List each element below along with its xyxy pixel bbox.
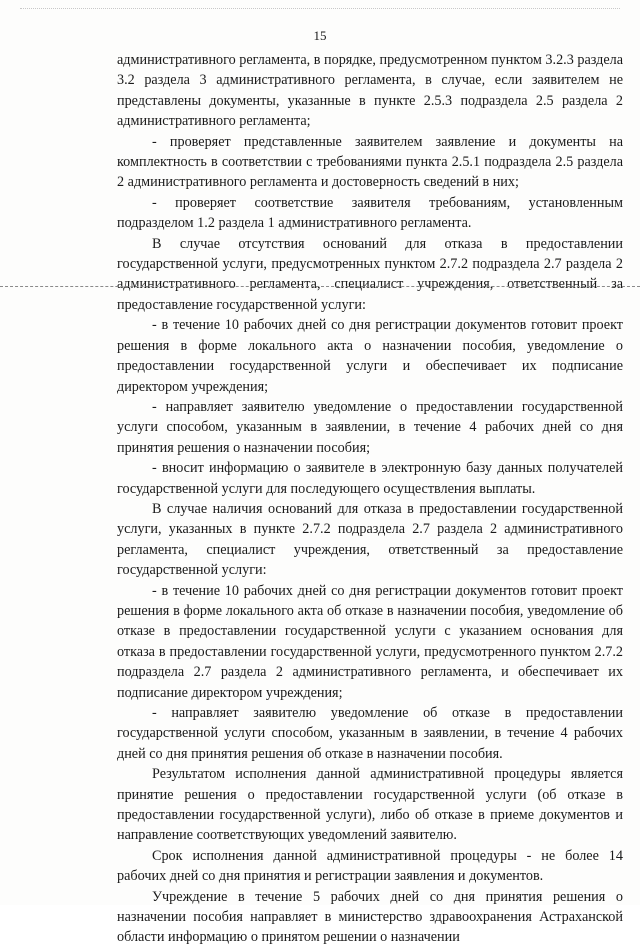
document-body <box>117 50 623 948</box>
scan-artifact-line <box>0 286 640 287</box>
paragraph-9: - в течение 10 рабочих дней со дня регистрации документов готовит проект решения в форме локального акта об отказе в назначении пособия, уведомление об отказе в предоставлении государственной услуги с указанием основания для отказа в предоставлении государственной услуги, предусмотренного пунктом 2.7.2 подраздела 2.7 раздела 2 административного регламента, и обеспечивает их подписание директором учреждения; <box>117 582 623 701</box>
paragraph-11: Результатом исполнения данной административной процедуры является принятие решения о предоставлении государственной услуги (об отказе в предоставлении государственной услуги), либо об отказе в приеме документов и направление соответствующих уведомлений заявителю. <box>117 766 623 844</box>
paragraph-6: - направляет заявителю уведомление о предоставлении государственной услуги способом, указанным в заявлении, в течение 4 рабочих дней со дня принятия решения о назначении пособия; <box>117 398 623 456</box>
paragraph-3: - проверяет соответствие заявителя требованиям, установленным подразделом 1.2 раздела 1 административного регламента. <box>117 194 623 232</box>
paragraph-2: - проверяет представленные заявителем заявление и документы на комплектность в соответствии с требованиями пункта 2.5.1 подраздела 2.5 раздела 2 административного регламента и достоверность сведений в них; <box>117 133 623 191</box>
paragraph-1: административного регламента, в порядке, предусмотренном пунктом 3.2.3 раздела 3.2 раздела 3 административного регламента, в случае, если заявителем не представлены документы, указанные в пункте 2.5.3 подраздела 2.5 раздела 2 административного регламента; <box>117 52 623 130</box>
paragraph-8: В случае наличия оснований для отказа в предоставлении государственной услуги, указанных в пункте 2.7.2 подраздела 2.7 раздела 2 административного регламента, специалист учреждения, ответственный за предоставление государственной услуги: <box>117 500 623 579</box>
paragraph-7: - вносит информацию о заявителе в электронную базу данных получателей государственной услуги для последующего осуществления выплаты. <box>117 460 623 497</box>
page-number: 15 <box>313 28 327 43</box>
paragraph-5: - в течение 10 рабочих дней со дня регистрации документов готовит проект решения в форме локального акта о назначении пособия, уведомление о предоставлении государственной услуги и обеспечивает их подписание директором учреждения; <box>117 317 623 395</box>
paragraph-4: В случае отсутствия оснований для отказа в предоставлении государственной услуги, предусмотренных пунктом 2.7.2 подраздела 2.7 раздела 2 административного регламента, специалист учреждения, ответственный за предоставление государственной услуги: <box>117 235 623 313</box>
paragraph-12: Срок исполнения данной административной процедуры - не более 14 рабочих дней со дня принятия и регистрации заявления и документов. <box>117 847 623 885</box>
paragraph-10: - направляет заявителю уведомление об отказе в предоставлении государственной услуги способом, указанным в заявлении, в течение 4 рабочих дней со дня принятия решения об отказе в назначении пособия. <box>117 705 623 762</box>
scan-artifact-top <box>20 8 620 9</box>
paragraph-13: Учреждение в течение 5 рабочих дней со дня принятия решения о назначении пособия направляет в министерство здравоохранения Астраханской области информацию о принятом решении о назначении <box>117 888 623 946</box>
